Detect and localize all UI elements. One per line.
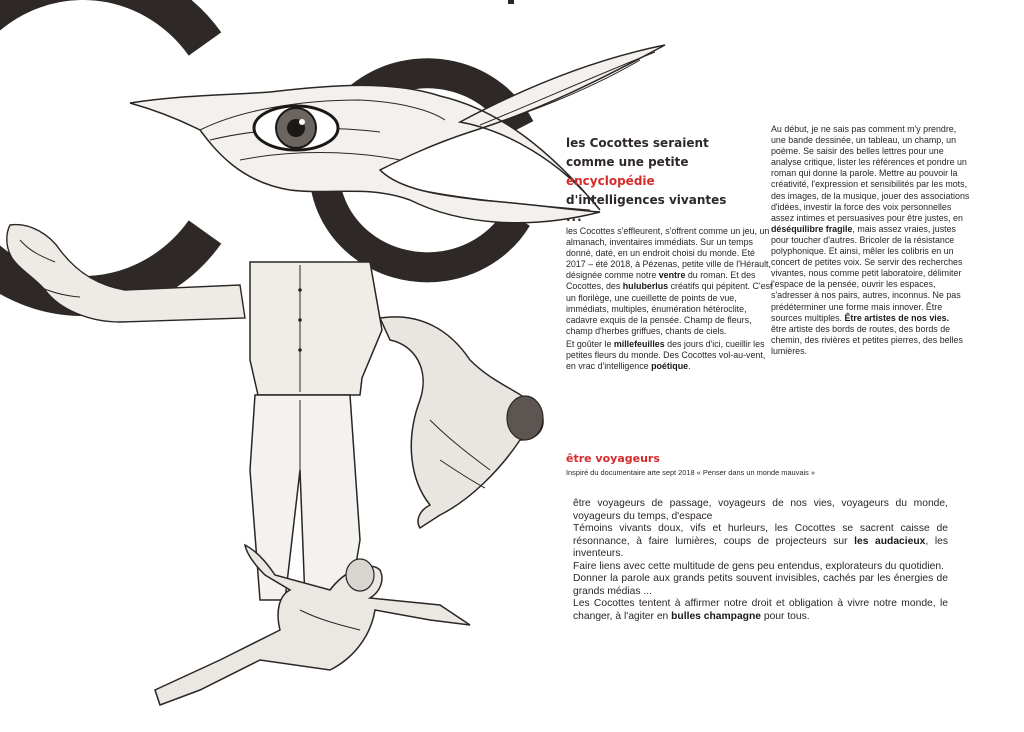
right-paragraph-2: être artiste des bords de routes, des bords de chemin, des rivières et petites pierres, des belles lumières. [771, 323, 963, 356]
body-line-2: Témoins vivants doux, vifs et hurleurs, les Cocottes se sacrent caisse de résonnance, à faire lumières, coups de projecteurs sur les audacieux, les inventeurs. [573, 523, 949, 559]
headline-line-2: comme une petite [566, 155, 689, 169]
headline-line-1: les Cocottes seraient [566, 136, 709, 150]
headline-line-4: d'intelligences vivantes [566, 193, 727, 207]
body-line-1: être voyageurs de passage, voyageurs de nos vies, voyageurs du monde, voyageurs du temps, d'espace [573, 498, 948, 522]
headline [566, 134, 776, 224]
top-mark [508, 0, 514, 4]
crouching-figure-drawing [380, 317, 543, 528]
body-line-5: Les Cocottes tentent à affirmer notre droit et obligation à vivre notre monde, le changer, à l'agiter en bulles champagne pour tous. [573, 598, 948, 622]
section-voyageurs [566, 452, 966, 478]
section-subtitle: Inspiré du documentaire arte sept 2018 « Penser dans un monde mauvais » [566, 468, 815, 477]
left-paragraph-2: Et goûter le millefeuilles des jours d'ici, cueillir les petites fleurs du monde. Des Cocottes vol-au-vent, en vrac d'intelligence poétique. [566, 338, 766, 372]
left-paragraph-1: les Cocottes s'effleurent, s'offrent comme un jeu, un almanach, inventaires immédiats. Sur un temps donné, daté, en un endroit choisi du monde. Eté 2017 – été 2018, à Pézenas, petite ville de l'Hérault, désignée comme notre ventre du roman. Et des Cocottes, des huluberlus créatifs qui pépitent. C'est un florilège, une cueillette de points de vue, immédiats, multiples, énumération hétéroclite, cadavre exquis de la pensée. Champ de fleurs, champ d'herbes griffues, chants de ciels. [566, 226, 773, 336]
headline-line-3: encyclopédie [566, 174, 655, 188]
headline-ellipsis: ... [566, 210, 583, 224]
standing-figure-drawing [250, 262, 382, 600]
voyageurs-body [573, 498, 948, 623]
section-title: être voyageurs [566, 452, 660, 465]
right-paragraph-1: Au début, je ne sais pas comment m'y prendre, une bande dessinée, un tableau, un champ, un poème. Se saisir des belles lettres pour une analyse critique, lister les références et pondre un roman qui donne la parole. Mettre au pouvoir la créativité, l'expression et sensibilités par les mots, des images, de la musique, jouer des associations d'idées, investir la force des voix personnelles assez intimes et persuasives pour être justes, en déséquilibre fragile, mais assez vraies, justes pour toucher d'autres. Bricoler de la résistance polyphonique. Et ainsi, mêler les colibris en un concert de petites voix. Se servir des recherches vivantes, nous comme petit laboratoire, délimiter l'espace de la pensée, ouvrir les espaces, s'adresser à nos pairs, autres, inconnus. Ne pas prédéterminer une forme mais innover. Être sources multiples. Être artistes de nos vies. [771, 124, 970, 323]
body-line-3: Faire liens avec cette multitude de gens peu entendus, explorateurs du quotidien. [573, 560, 944, 572]
left-text-column [566, 134, 776, 372]
body-line-4: Donner la parole aux grands petits souvent invisibles, cachés par les énergies de grands médias ... [573, 573, 948, 597]
right-text-column [771, 124, 971, 357]
